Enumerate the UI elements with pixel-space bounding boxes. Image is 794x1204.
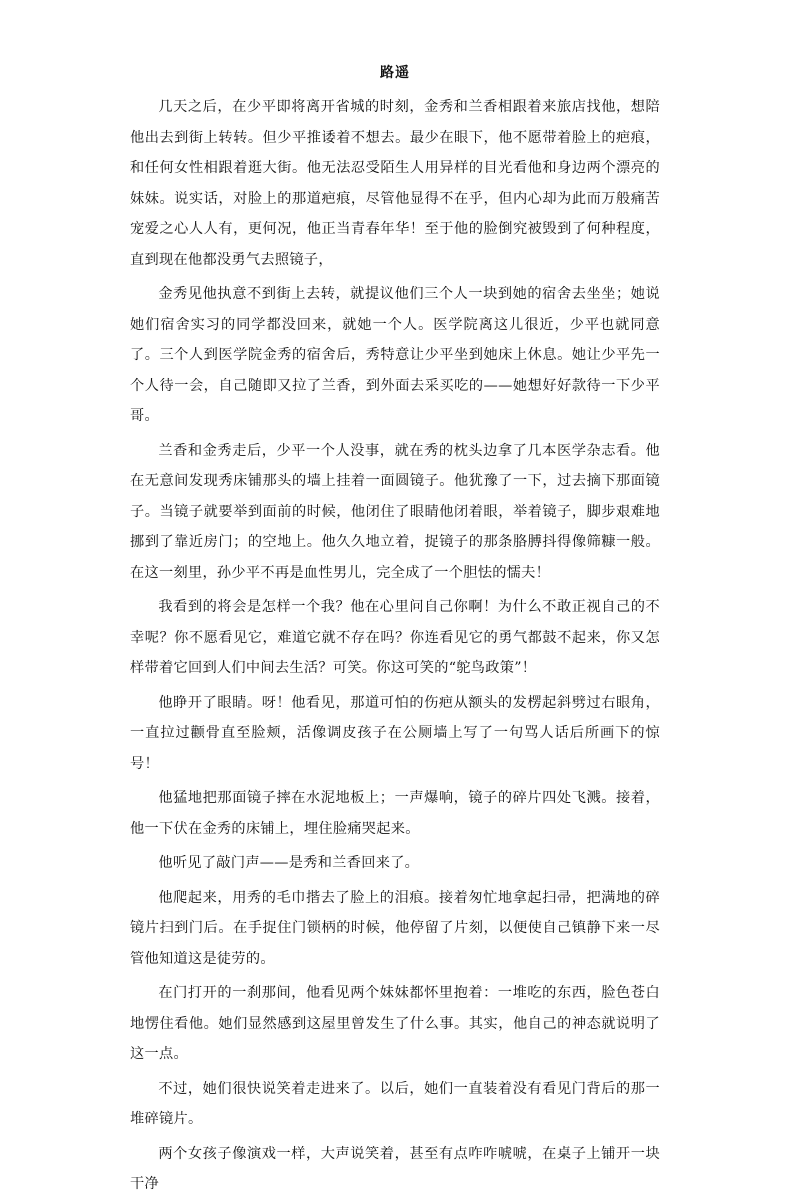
paragraph-2: 金秀见他执意不到街上去转，就提议他们三个人一块到她的宿舍去坐坐；她说她们宿舍实习的同学都没回来，就她一个人。医学院离这儿很近，少平也就同意了。三个人到医学院金秀的宿舍后，秀特意让少平坐到她床上休息。她让少平先一个人待一会，自己随即又拉了兰香，到外面去采买吃的——她想好好款待一下少平哥。: [130, 286, 660, 424]
paragraph-10: 不过，她们很快说笑着走进来了。以后，她们一直装着没有看见门背后的那一堆碎镜片。: [130, 1080, 660, 1127]
paragraph-3: 兰香和金秀走后，少平一个人没事，就在秀的枕头边拿了几本医学杂志看。他在无意间发现秀床铺那头的墙上挂着一面圆镜子。他犹豫了一下，过去摘下那面镜子。当镜子就要举到面前的时候，他闭住了眼睛他闭着眼，举着镜子，脚步艰难地挪到了靠近房门；的空地上。他久久地立着，捉镜子的那条胳膊抖得像筛糠一般。在这一刻里，孙少平不再是血性男儿，完全成了一个胆怯的懦夫！: [130, 442, 660, 581]
paragraph-9: 在门打开的一刹那间，他看见两个妹妹都怀里抱着：一堆吃的东西，脸色苍白地愣住看他。她们显然感到这屋里曾发生了什么事。其实，他自己的神态就说明了这一点。: [130, 985, 660, 1062]
document-page: [130, 62, 660, 1204]
paragraph-6: 他猛地把那面镜子摔在水泥地板上；一声爆响，镜子的碎片四处飞溅。接着，他一下伏在金秀的床铺上，埋住脸痛哭起来。: [130, 790, 660, 837]
paragraph-7: 他听见了敲门声——是秀和兰香回来了。: [158, 855, 420, 871]
document-title: 路遥: [380, 65, 410, 81]
paragraph-8: 他爬起来，用秀的毛巾揩去了脸上的泪痕。接着匆忙地拿起扫帚，把满地的碎镜片扫到门后。在手捉住门锁柄的时候，他停留了片刻，以便使自己镇静下来一尽管他知道这是徒劳的。: [130, 889, 660, 967]
paragraph-1: 几天之后，在少平即将离开省城的时刻，金秀和兰香相跟着来旅店找他，想陪他出去到街上转转。但少平推诿着不想去。最少在眼下，他不愿带着脸上的疤痕，和任何女性相跟着逛大街。他无法忍受陌生人用异样的目光看他和身边两个漂亮的妹妹。说实话，对脸上的那道疤痕，尽管他显得不在乎，但内心却为此而万般痛苦宠爱之心人人有，更何况，他正当青春年华！至于他的脸倒究被毁到了何种程度，直到现在他都没勇气去照镜子，: [130, 99, 660, 268]
paragraph-11: 两个女孩子像演戏一样，大声说笑着，甚至有点咋咋唬唬，在桌子上铺开一块干净: [130, 1145, 660, 1192]
paragraph-4: 我看到的将会是怎样一个我？他在心里问自己你啊！为什么不敢正视自己的不幸呢？你不愿看见它，难道它就不存在吗？你连看见它的勇气都鼓不起来，你又怎样带着它回到人们中间去生活？可笑。你这可笑的“鸵鸟政策”！: [130, 599, 660, 676]
paragraph-5: 他睁开了眼睛。呀！他看见，那道可怕的伤疤从额头的发楞起斜劈过右眼角，一直拉过颧骨直至脸颊，活像调皮孩子在公厕墙上写了一句骂人话后所画下的惊号！: [130, 694, 660, 772]
